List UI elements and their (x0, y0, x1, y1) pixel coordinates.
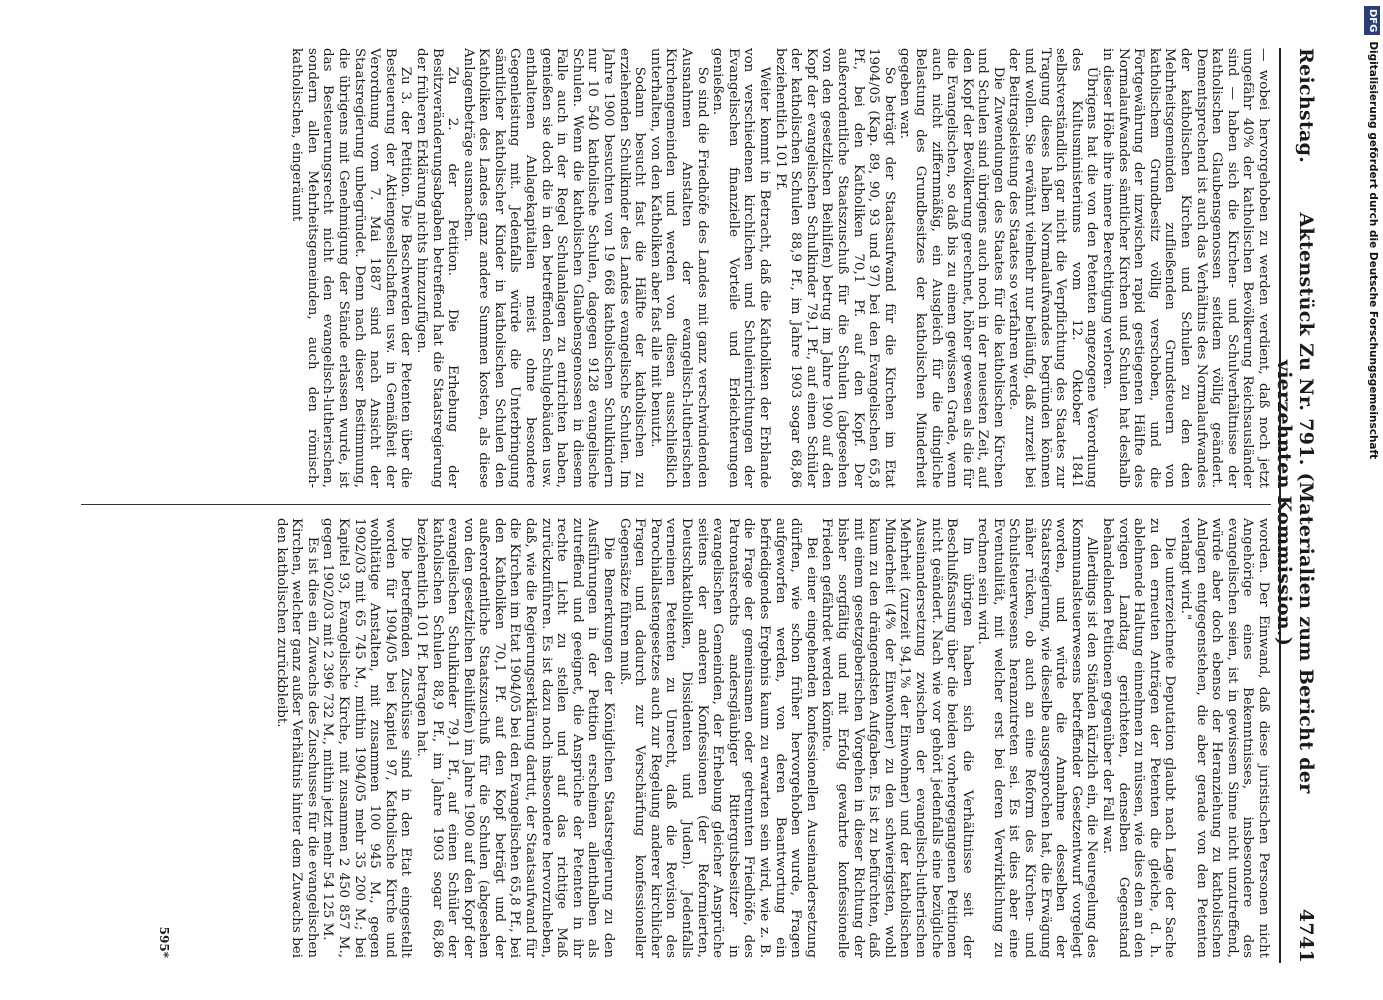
paragraph: Die betreffenden Zuschüsse sind in den Etat eingestellt worden für 1904/05 bei Kapitel 97, Katholische Kirche und wohltätige Anstalten, mit zusammen 100 945 M., gegen 1902/03 mit 65 745 M., mithin 1904/05 mehr 35 200 M.; bei Kapitel 93, Evangelische Kirche, mit zusammen 2 450 857 M., gegen 1902/03 mit 2 396 732 M., mithin jetzt mehr 54 125 M. (320, 518, 414, 958)
header-rule (1279, 48, 1281, 963)
paragraph: worden. Der Einwand, daß diese juristischen Personen nicht Angehörige eines Bekenntnisses, insbesondere des evangelischen seien, ist in gewissem Sinne nicht unzutreffend, würde aber doch ebenso der Heranziehung zu katholischen Anlagen entgegenstehen, die aber gerade von den Petenten verlangt wird." (1178, 518, 1271, 958)
header-left: Reichstag. (1295, 48, 1317, 164)
dfg-badge: DFG (1364, 6, 1380, 35)
document-page (71, 48, 1321, 963)
paragraph: Die Bemerkungen der Königlichen Staatsregierung zu den Ausführungen in der Petition erscheinen allenthalben als zutreffend und geeignet, die Ansprüche der Petenten in ihr rechte Licht zu stellen und auf das richtige Maß zurückzuführen. Es ist dazu noch insbesondere hervorzuheben, daß, wie die Regierungserklärung dartut, der Staatsaufwand für die Kirchen im Etat 1904/05 bei den Evangelischen 65,8 Pf., bei den Katholiken 70,1 Pf. auf den Kopf beträgt und der außerordentliche Staatszuschuß für die Schulen (abgesehen von den gesetzlichen Beihilfen) im Jahre 1900 auf den Kopf der evangelischen Schulkinder 79,1 Pf., auf einen Schüler der katholischen Schulen 88,9 Pf., im Jahre 1903 sogar 68,86 beziehentlich 101 Pf. betragen hat. (413, 518, 617, 958)
dfg-side-note (1365, 6, 1381, 996)
page-header (1273, 48, 1321, 963)
page-number: 4741 (1295, 908, 1317, 963)
paragraph: Allerdings ist den Ständen kürzlich ein, die Neuregelung des Kommunalsteuerwesens betreffender Gesetzentwurf vorgelegt worden, und würde die Annahme desselben der Staatsregierung, wie dieselbe ausgesprochen hat, die Erwägung näher rücken, ob auch an eine Reform des Kirchen- und Schulsteuerwesens heranzutreten sei. Es ist dies aber eine Eventualität, mit welcher erst bei deren Verwirklichung zu rechnen sein wird. (975, 518, 1100, 958)
column-divider (81, 504, 1271, 505)
paragraph: Die Zuwendungen des Staates für die katholischen Kirchen und Schulen sind übrigens auch noch in der neuesten Zeit, auf den Kopf der Bevölkerung gerechnet, höher gewesen als die für die Evangelischen, so daß bis zu einem gewissen Grade, wenn auch nicht ziffernmäßig, ein Ausgleich für die dingliche Belastung des Grundbesitzes der katholischen Minderheit gegeben war. (897, 48, 1006, 488)
paragraph: Sodann besucht fast die Hälfte der katholischen zu erziehenden Schulkinder des Landes evangelische Schulen. Im Jahre 1900 besuchten von 19 668 katholischen Schulkindern nur 10 540 katholische Schulen, dagegen 9128 evangelische Schulen. Wenn die katholischen Glaubensgenossen in diesem Falle auch in der Regel Schulanlagen zu entrichten haben, genießen sie doch die in den betreffenden Schulgebäuden usw. enthaltenen Anlagekapitalien meist ohne besondere Gegenleistung mit. Jedenfalls würde die Unterbringung sämtlicher katholischer Kinder in katholischen Schulen den Katholiken des Landes ganz andere Summen kosten, als diese Anlagenbeträge ausmachen. (460, 48, 648, 488)
signature-mark: 595* (157, 926, 171, 958)
paragraph: Übrigens hat die von den Petenten angezogene Verordnung des Kultusministeriums vom 12. Oktober 1841 selbstverständlich gar nicht die Verpflichtung des Staates zur Tragung dieses halben Normalaufwandes begründen können und wollen. Sie erwähnt vielmehr nur beiläufig, daß zurzeit bei der Beitragsleistung des Staates so verfahren werde. (1006, 48, 1100, 488)
dfg-credit-text: Digitalisierung gefördert durch die Deutsche Forschungsgemeinschaft (1367, 41, 1379, 460)
paragraph: Es ist dies ein Zuwachs des Zuschusses für die evangelischen Kirchen, welcher ganz außer Verhältnis hinter dem Zuwachs bei den katholischen zurückbleibt. (273, 518, 320, 958)
paragraph: So beträgt der Staatsaufwand für die Kirchen im Etat 1904/05 (Kap. 89, 90, 93 und 97) bei den Evangelischen 65,8 Pf., bei den Katholiken 70,1 Pf. auf den Kopf. Der außerordentliche Staatszuschuß für die Schulen (abgesehen von den gesetzlichen Beihilfen) betrug im Jahre 1900 auf den Kopf der evangelischen Schulkinder 79,1 Pf., auf einen Schüler der katholischen Schulen 88,9 Pf., im Jahre 1903 sogar 68,86 beziehentlich 101 Pf. (772, 48, 897, 488)
right-column (81, 518, 1271, 958)
paragraph: Die unterzeichnete Deputation glaubt nach Lage der Sache zu den erneuten Anträgen der Petenten die gleiche, d. h. ablehnende Haltung einnehmen zu müssen, wie dies den an den vorigen Landtag gerichteten, denselben Gegenstand behandelnden Petitionen gegenüber der Fall war. (1100, 518, 1178, 958)
paragraph: Im übrigen haben sich die Verhältnisse seit der Beschlußfassung über die beiden vorhergegangenen Petitionen nicht geändert. Nach wie vor gehört jedenfalls eine bezügliche Auseinandersetzung zwischen der evangelisch-lutherischen Mehrheit (zurzeit 94,1% der Einwohner) und der katholischen Minderheit (4% der Einwohner) zu den schwierigsten, wohl kaum zu den drängendsten Aufgaben. Es ist zu befürchten, daß mit einem gesetzgeberischen Vorgehen in dieser Richtung der bisher sorgfältig und mit Erfolg gewahrte konfessionelle Frieden gefährdet werden könnte. (819, 518, 975, 958)
paragraph: Zu 3. der Petition. Die Beschwerden der Petenten über die Besteuerung der Aktiengesellschaften usw. in Gemäßheit der Verordnung vom 7. Mai 1887 sind nach Ansicht der Staatsregierung unbegründet. Denn nach dieser Bestimmung, die übrigens mit Genehmigung der Stände erlassen wurde, ist das Besteuerungsrecht nicht den evangelisch-lutherischen, sondern allen Mehrheitsgemeinden, auch den römisch-katholischen, eingeräumt (289, 48, 414, 488)
paragraph: Bei einer eingehenden konfessionellen Auseinandersetzung dürften, wie schon früher hervorgehoben wurde, Fragen aufgeworfen werden, von deren Beantwortung ein befriedigendes Ergebnis kaum zu erwarten sein wird, wie z. B. die Frage der gemeinsamen oder getrennten Friedhöfe, des Patronatsrechts andersgläubiger Rittergutsbesitzer in evangelischen Gemeinden, der Erhebung gleicher Ansprüche seitens der anderen Konfessionen (der Reformierten, Deutschkatholiken, Dissidenten und Juden). Jedenfalls verneinen Petenten zu Unrecht, daß die Revision des Parochiallastengesetzes auch zur Regelung anderer kirchlicher Fragen und dadurch zur Verschärfung konfessioneller Gegensätze führen muß. (616, 518, 819, 958)
header-title: Aktenstück Zu Nr. 791. (Materialien zum Bericht der vierzehnten Kommission.) (1273, 212, 1317, 794)
paragraph: Weiter kommt in Betracht, daß die Katholiken der Erblande von verschiedenen kirchlichen und Schuleinrichtungen der Evangelischen finanzielle Vorteile und Erleichterungen genießen. (710, 48, 772, 488)
paragraph: So sind die Friedhöfe des Landes mit ganz verschwindenden Ausnahmen Anstalten der evangelisch-lutherischen Kirchengemeinden und werden von diesen ausschließlich unterhalten, von den Katholiken aber fast alle mit benutzt. (647, 48, 710, 488)
left-column (81, 48, 1271, 488)
paragraph: Zu 2. der Petition. Die Erhebung der Besitzveränderungsabgaben betreffend hat die Staatsregierung der früheren Erklärung nichts hinzuzufügen. (413, 48, 461, 488)
paragraph: — wobei hervorgehoben zu werden verdient, daß noch jetzt ungefähr 40% der katholischen Bevölkerung Reichsausländer sind — haben sich die Kirchen- und Schulverhältnisse der katholischen Glaubensgenossen seitdem völlig geändert. Dementsprechend ist auch das Verhältnis des Normalaufwandes der katholischen Kirchen und Schulen zu den den Mehrheitsgemeinden zufließenden Grundsteuern von katholischem Grundbesitz völlig verschoben, und die Fortgewährung der inzwischen rapid gestiegenen Hälfte des Normalaufwandes sämtlicher Kirchen und Schulen hat deshalb in dieser Höhe ihre innere Berechtigung verloren. (1100, 48, 1271, 488)
